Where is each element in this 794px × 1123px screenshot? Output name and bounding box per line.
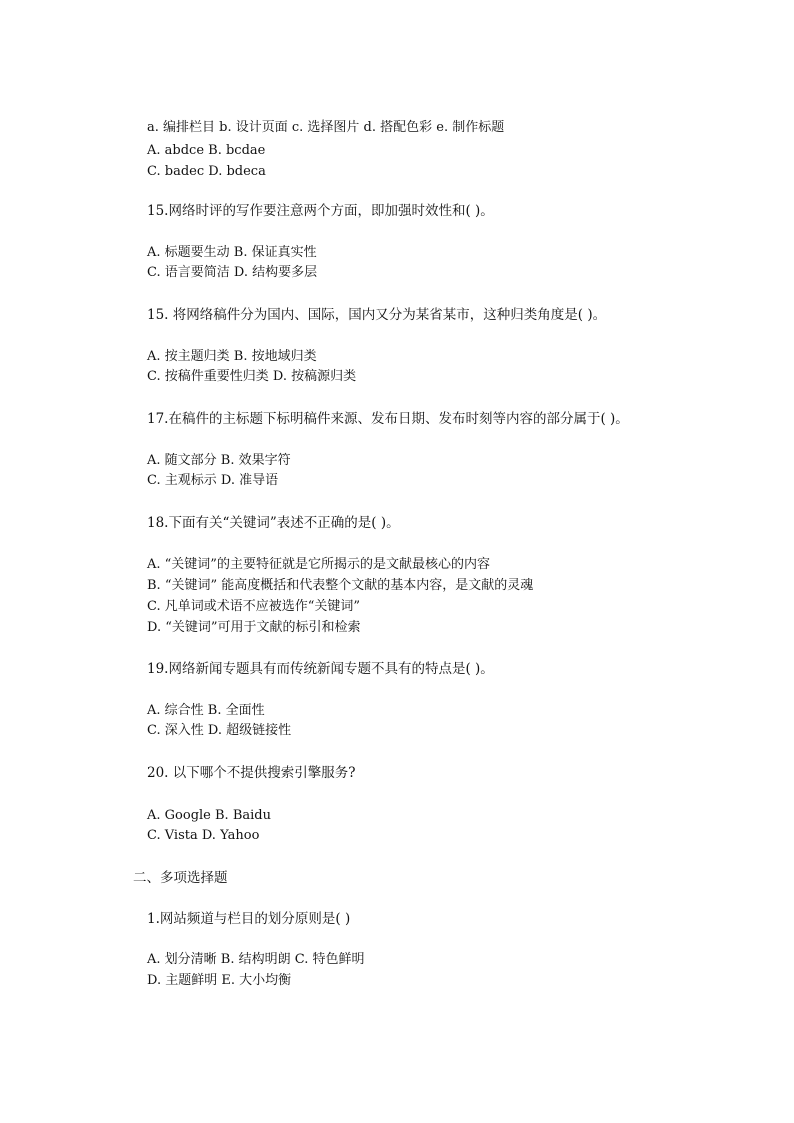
option-line: C. 主观标示 D. 准导语	[147, 473, 279, 488]
option-line: A. 综合性 B. 全面性	[147, 703, 265, 718]
question-17: 17.在稿件的主标题下标明稿件来源、发布日期、发布时刻等内容的部分属于( )。	[147, 411, 629, 427]
option-line: A. Google B. Baidu	[147, 808, 271, 823]
question-15-timeliness: 15.网络时评的写作要注意两个方面，即加强时效性和( )。	[147, 203, 494, 219]
question-20: 20. 以下哪个不提供搜索引擎服务?	[147, 765, 356, 781]
option-line: A. “关键词”的主要特征就是它所揭示的是文献最核心的内容	[147, 557, 490, 572]
option-line: A. 随文部分 B. 效果字符	[147, 453, 291, 468]
option-line: D. “关键词”可用于文献的标引和检索	[147, 620, 361, 635]
option-line: C. badec D. bdeca	[147, 164, 266, 179]
option-line: B. “关键词” 能高度概括和代表整个文献的基本内容，是文献的灵魂	[147, 578, 534, 593]
question-19: 19.网络新闻专题具有而传统新闻专题不具有的特点是( )。	[147, 661, 494, 677]
option-line: C. 按稿件重要性归类 D. 按稿源归类	[147, 369, 357, 384]
section-heading-multiple-choice: 二、多项选择题	[133, 870, 228, 886]
option-line: D. 主题鲜明 E. 大小均衡	[147, 973, 292, 988]
option-line: C. 凡单词或术语不应被选作“关键词”	[147, 599, 361, 614]
option-line: C. Vista D. Yahoo	[147, 828, 260, 843]
option-line: A. 标题要生动 B. 保证真实性	[147, 245, 317, 260]
option-line: C. 深入性 D. 超级链接性	[147, 723, 292, 738]
option-line: a. 编排栏目 b. 设计页面 c. 选择图片 d. 搭配色彩 e. 制作标题	[147, 120, 505, 135]
option-line: A. 按主题归类 B. 按地域归类	[147, 349, 317, 364]
option-line: A. 划分清晰 B. 结构明朗 C. 特色鲜明	[147, 952, 365, 967]
question-15-classification: 15. 将网络稿件分为国内、国际，国内又分为某省某市，这种归类角度是( )。	[147, 307, 607, 323]
option-line: A. abdce B. bcdae	[147, 143, 266, 158]
option-line: C. 语言要简洁 D. 结构要多层	[147, 265, 318, 280]
question-18: 18.下面有关“关键词”表述不正确的是( )。	[147, 515, 400, 531]
question-multi-1: 1.网站频道与栏目的划分原则是( )	[147, 911, 351, 927]
